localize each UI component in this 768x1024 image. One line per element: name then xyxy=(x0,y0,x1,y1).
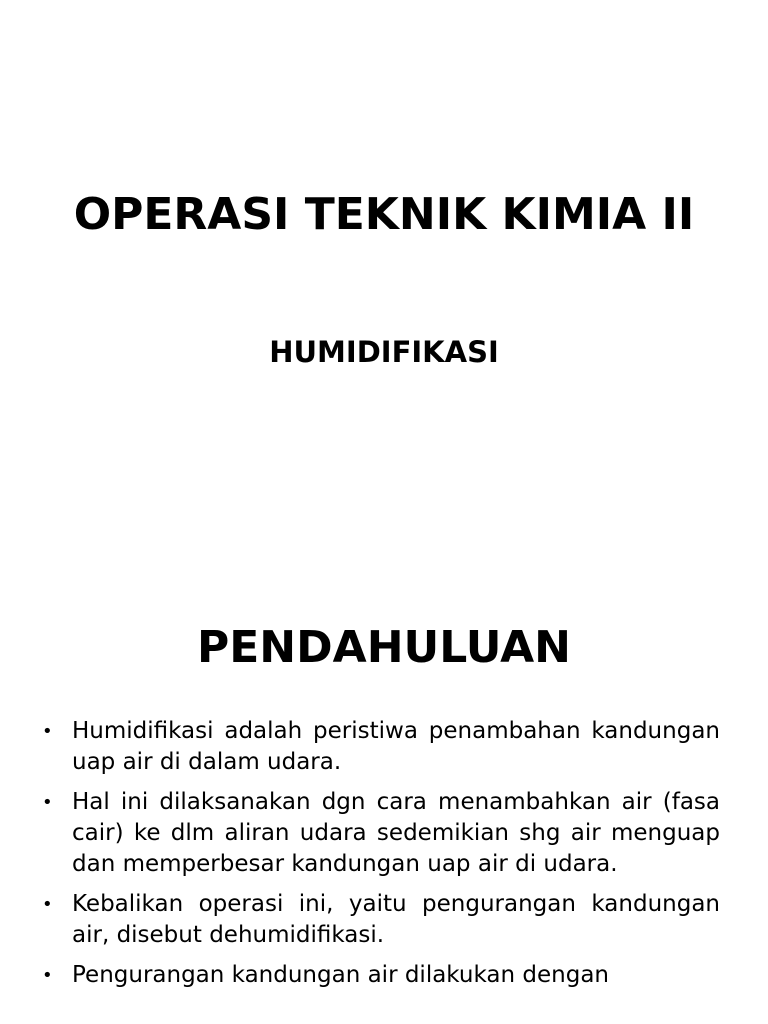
bullet-item xyxy=(40,716,720,778)
bullet-text: Pengurangan kandungan air dilakukan dengan xyxy=(72,962,609,988)
bullet-text: Hal ini dilaksanakan dgn cara menambahkan air (fasa cair) ke dlm aliran udara sedemikian shg air menguap dan memperbesar kandungan uap air di udara. xyxy=(72,789,720,877)
bullet-dot-icon: • xyxy=(42,721,53,742)
slide-subtitle: HUMIDIFIKASI xyxy=(269,335,499,369)
bullet-dot-icon: • xyxy=(42,894,53,915)
bullet-text: Humidifikasi adalah peristiwa penambahan kandungan uap air di dalam udara. xyxy=(72,718,720,775)
bullet-item xyxy=(40,787,720,880)
bullet-item xyxy=(40,960,720,991)
bullet-item xyxy=(40,889,720,951)
bullet-list xyxy=(40,716,720,1000)
bullet-dot-icon: • xyxy=(42,965,53,986)
slide-title: OPERASI TEKNIK KIMIA II xyxy=(73,189,695,240)
bullet-text: Kebalikan operasi ini, yaitu pengurangan kandungan air, disebut dehumidifikasi. xyxy=(72,891,720,948)
section-title: PENDAHULUAN xyxy=(197,622,571,673)
bullet-dot-icon: • xyxy=(42,792,53,813)
content-slide xyxy=(0,576,768,1024)
